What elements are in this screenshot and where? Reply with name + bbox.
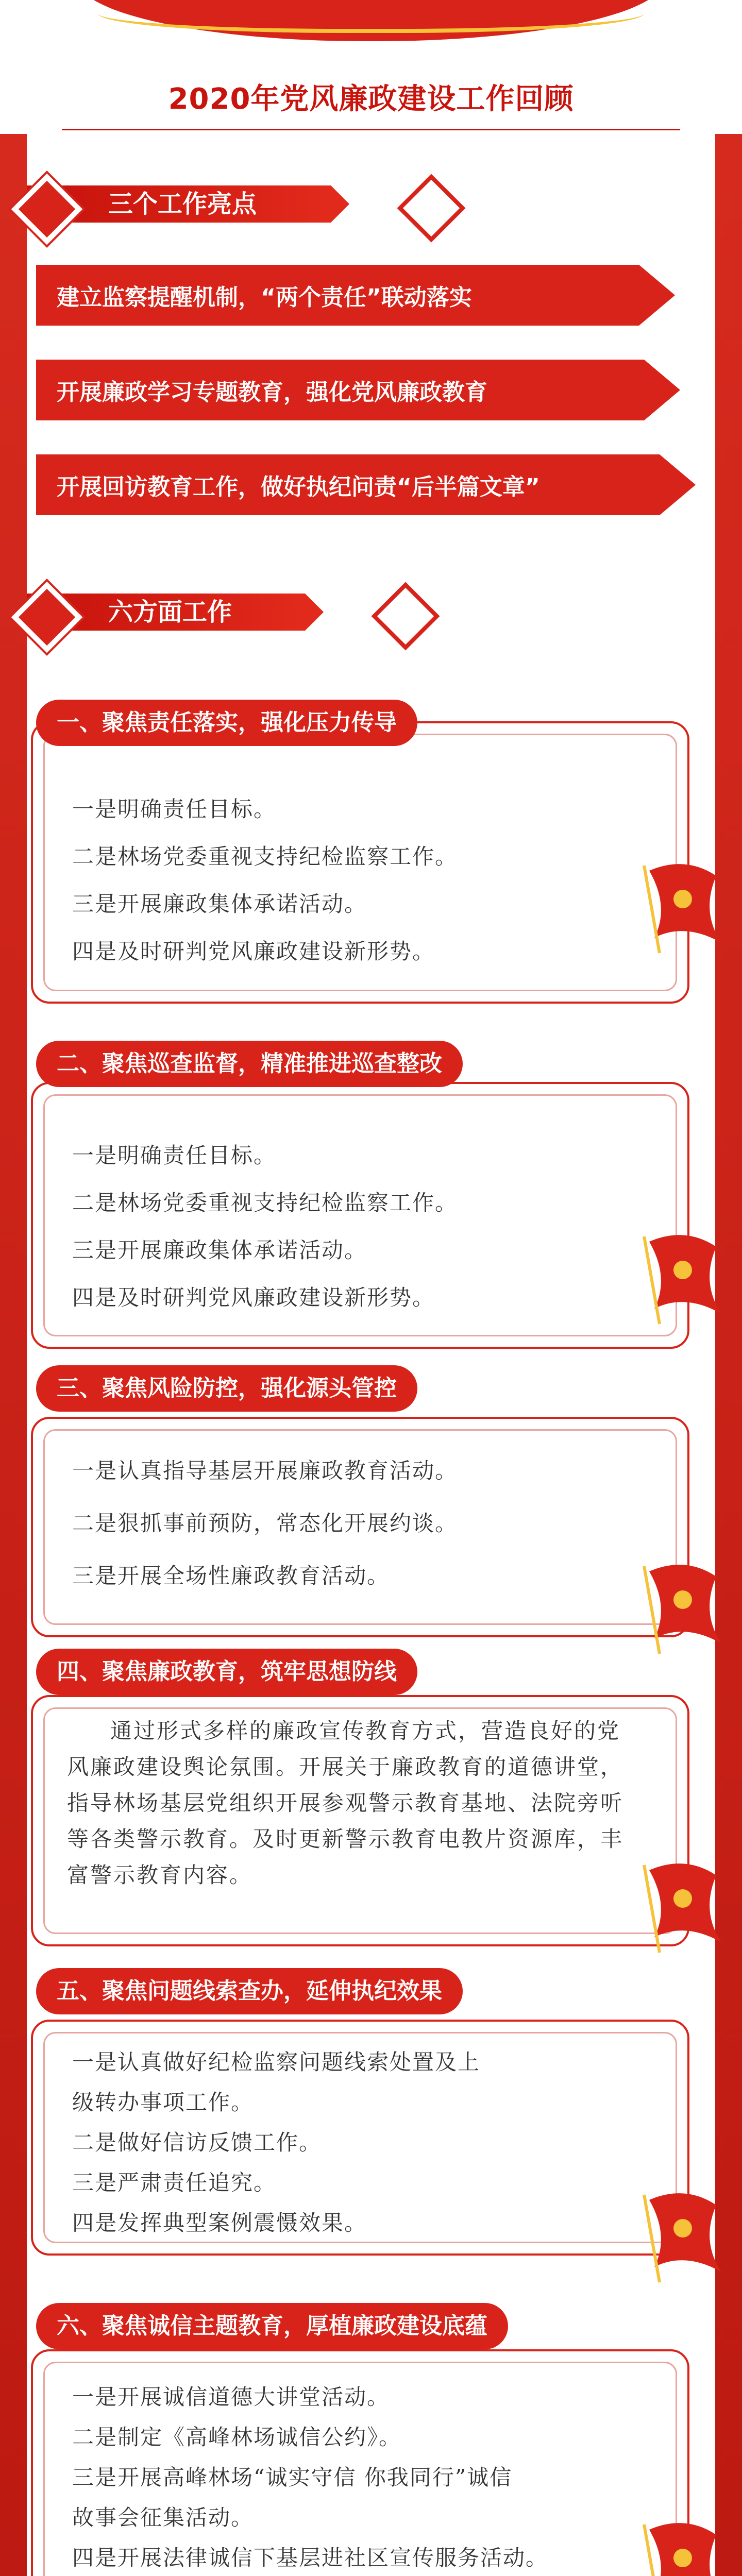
highlights-band-label: 三个工作亮点 [108, 190, 257, 218]
party-flag-icon [639, 2514, 727, 2576]
party-flag-icon [639, 1226, 727, 1329]
party-flag-icon [639, 855, 727, 958]
highlight-item-text: 开展回访教育工作，做好执纪问责“后半篇文章” [57, 474, 540, 500]
aspect-line: 四是开展法律诚信下基层进社区宣传服务活动。 [72, 2545, 549, 2570]
aspect-line: 一是明确责任目标。 [72, 1143, 277, 1168]
aspect-line: 二是制定《高峰林场诚信公约》。 [72, 2425, 402, 2450]
aspect-line: 故事会征集活动。 [72, 2505, 254, 2530]
aspect-line: 四是及时研判党风廉政建设新形势。 [72, 1285, 435, 1310]
party-flag-icon [639, 2184, 727, 2287]
aspect-line: 三是开展全场性廉政教育活动。 [72, 1563, 390, 1588]
aspects-band [0, 586, 515, 638]
party-flag-icon [639, 1855, 727, 1958]
aspect-line: 二是狠抓事前预防，常态化开展约谈。 [72, 1511, 458, 1536]
diamond-outline-icon [397, 174, 466, 243]
aspect-line: 一是认真指导基层开展廉政教育活动。 [72, 1458, 458, 1483]
aspect-title: 一、聚焦责任落实，强化压力传导 [36, 700, 417, 746]
aspect-title: 六、聚焦诚信主题教育，厚植廉政建设底蕴 [36, 2303, 508, 2349]
review-title: 2020年党风廉政建设工作回顾 [168, 82, 574, 116]
aspects-band-label: 六方面工作 [108, 598, 232, 626]
aspect-title: 二、聚焦巡查监督，精准推进巡查整改 [36, 1041, 463, 1087]
aspect-line: 三是严肃责任追究。 [72, 2170, 277, 2195]
aspect-line: 级转办事项工作。 [72, 2090, 254, 2115]
aspect-line: 四是发挥典型案例震慑效果。 [72, 2210, 367, 2235]
aspect-line: 三是开展高峰林场“诚实守信 你我同行”诚信 [72, 2465, 513, 2490]
left-side-bar [0, 134, 27, 2576]
aspect-line: 三是开展廉政集体承诺活动。 [72, 1238, 367, 1263]
highlight-item-text: 开展廉政学习专题教育，强化党风廉政教育 [57, 379, 487, 405]
aspect-title: 三、聚焦风险防控，强化源头管控 [36, 1365, 417, 1412]
aspect-line: 一是开展诚信道德大讲堂活动。 [72, 2384, 390, 2410]
aspect-title: 五、聚焦问题线索查办，延伸执纪效果 [36, 1968, 463, 2014]
aspect-line: 四是及时研判党风廉政建设新形势。 [72, 939, 435, 964]
aspect-line: 二是林场党委重视支持纪检监察工作。 [72, 844, 458, 869]
aspect-line: 一是明确责任目标。 [72, 796, 277, 822]
aspect-line: 一是认真做好纪检监察问题线索处置及上 [72, 2049, 481, 2075]
aspect-line: 二是做好信访反馈工作。 [72, 2130, 322, 2155]
highlights-band [0, 178, 515, 230]
party-flag-icon [639, 1556, 727, 1659]
review-title-rule [62, 129, 680, 130]
top-banner-decoration [77, 0, 665, 41]
diamond-outline-icon [372, 582, 440, 651]
aspect-line: 二是林场党委重视支持纪检监察工作。 [72, 1190, 458, 1215]
highlight-item-text: 建立监察提醒机制，“两个责任”联动落实 [57, 284, 472, 311]
aspect-paragraph: 通过形式多样的廉政宣传教育方式，营造良好的党风廉政建设舆论氛围。开展关于廉政教育的道德讲堂，指导林场基层党组织开展参观警示教育基地、法院旁听等各类警示教育。及时更新警示教育电教片资源库，丰富警示教育内容。 [67, 1718, 624, 1888]
aspect-title: 四、聚焦廉政教育，筑牢思想防线 [36, 1649, 417, 1695]
aspect-line: 三是开展廉政集体承诺活动。 [72, 891, 367, 917]
